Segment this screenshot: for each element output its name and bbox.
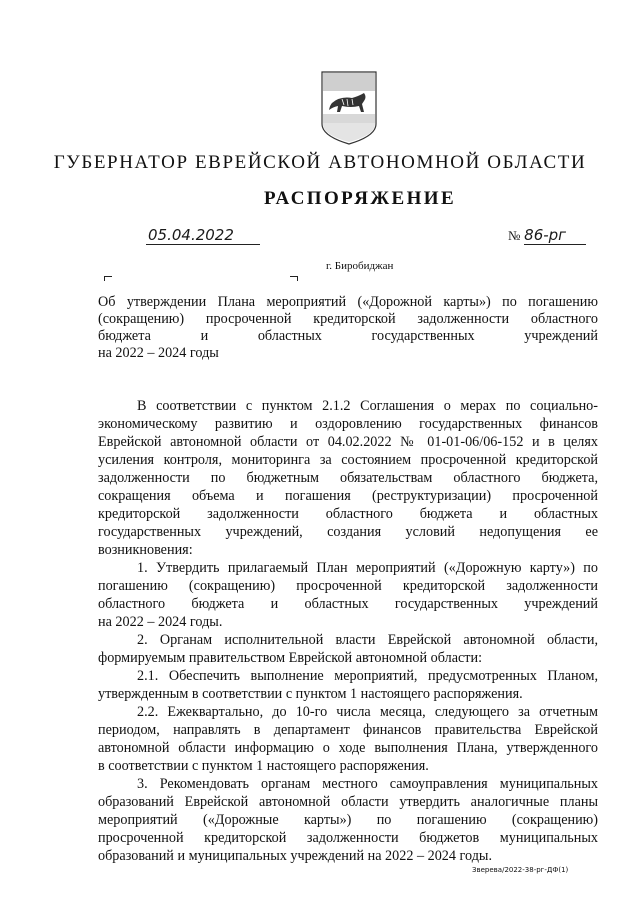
footer-code: Зверева/2022-38-рг-ДФ(1)	[472, 866, 569, 874]
body-line: областного бюджета и областных государственных учреждений	[98, 596, 598, 612]
body-line: 2.1. Обеспечить выполнение мероприятий, предусмотренных Планом,	[137, 668, 598, 684]
body-line: государственных учреждений, создания условий недопущения ее	[98, 524, 598, 540]
left-corner-mark	[104, 276, 112, 281]
body-line: формируемым правительством Еврейской автономной области:	[98, 650, 483, 666]
body-line: экономическому развитию и оздоровлению государственных финансов	[98, 416, 598, 432]
document-type: РАСПОРЯЖЕНИЕ	[263, 188, 457, 209]
body-line: Еврейской автономной области от 04.02.2022 № 01-01-06/06-152 и в целях	[98, 434, 598, 450]
body-line: погашению (сокращению) просроченной кредиторской задолженности	[98, 578, 598, 594]
body-line: на 2022 – 2024 годы.	[98, 614, 223, 630]
right-corner-mark	[290, 276, 298, 281]
number-value: 86-рг	[524, 226, 586, 245]
document-date: 05.04.2022	[146, 226, 260, 245]
subject-line: бюджета и областных государственных учреждений	[98, 328, 598, 344]
number-sign: №	[508, 228, 521, 243]
subject-line: на 2022 – 2024 годы	[98, 345, 219, 361]
body-line: 2. Органам исполнительной власти Еврейской автономной области,	[137, 632, 598, 648]
body-line: сокращения объема и погашения (реструктуризации) просроченной	[98, 488, 598, 504]
body-line: мероприятий («Дорожные карты») по погашению (сокращению)	[98, 812, 598, 828]
body-line: задолженности по бюджетным обязательствам областного бюджета,	[98, 470, 598, 486]
city-label: г. Биробиджан	[326, 260, 394, 272]
body-line: автономной области информацию о ходе выполнения Плана, утвержденного	[98, 740, 598, 756]
body-line: утвержденным в соответствии с пунктом 1 настоящего распоряжения.	[98, 686, 523, 702]
body-line: кредиторской задолженности областного бюджета и областных	[98, 506, 598, 522]
body-line: усиления контроля, мониторинга за состоянием просроченной кредиторской	[98, 452, 598, 468]
body-line: образований Еврейской автономной области утвердить аналогичные планы	[98, 794, 598, 810]
body-line: возникновения:	[98, 542, 193, 558]
body-line: 1. Утвердить прилагаемый План мероприятий («Дорожную карту») по	[137, 560, 598, 576]
body-line: образований и муниципальных учреждений на 2022 – 2024 годы.	[98, 848, 492, 864]
body-line: периодом, направлять в департамент финансов правительства Еврейской	[98, 722, 598, 738]
subject-line: Об утверждении Плана мероприятий («Дорожной карты») по погашению	[98, 294, 598, 310]
coat-of-arms-icon	[318, 70, 380, 146]
subject-line: (сокращению) просроченной кредиторской задолженности областного	[98, 311, 598, 327]
body-line: просроченной кредиторской задолженности бюджетов муниципальных	[98, 830, 598, 846]
issuer-title: ГУБЕРНАТОР ЕВРЕЙСКОЙ АВТОНОМНОЙ ОБЛАСТИ	[53, 152, 587, 173]
body-line: В соответствии с пунктом 2.1.2 Соглашения о мерах по социально-	[137, 398, 598, 414]
document-number	[508, 226, 586, 245]
body-line: в соответствии с пунктом 1 настоящего распоряжения.	[98, 758, 429, 774]
body-line: 3. Рекомендовать органам местного самоуправления муниципальных	[137, 776, 598, 792]
body-line: 2.2. Ежеквартально, до 10-го числа месяца, следующего за отчетным	[137, 704, 598, 720]
